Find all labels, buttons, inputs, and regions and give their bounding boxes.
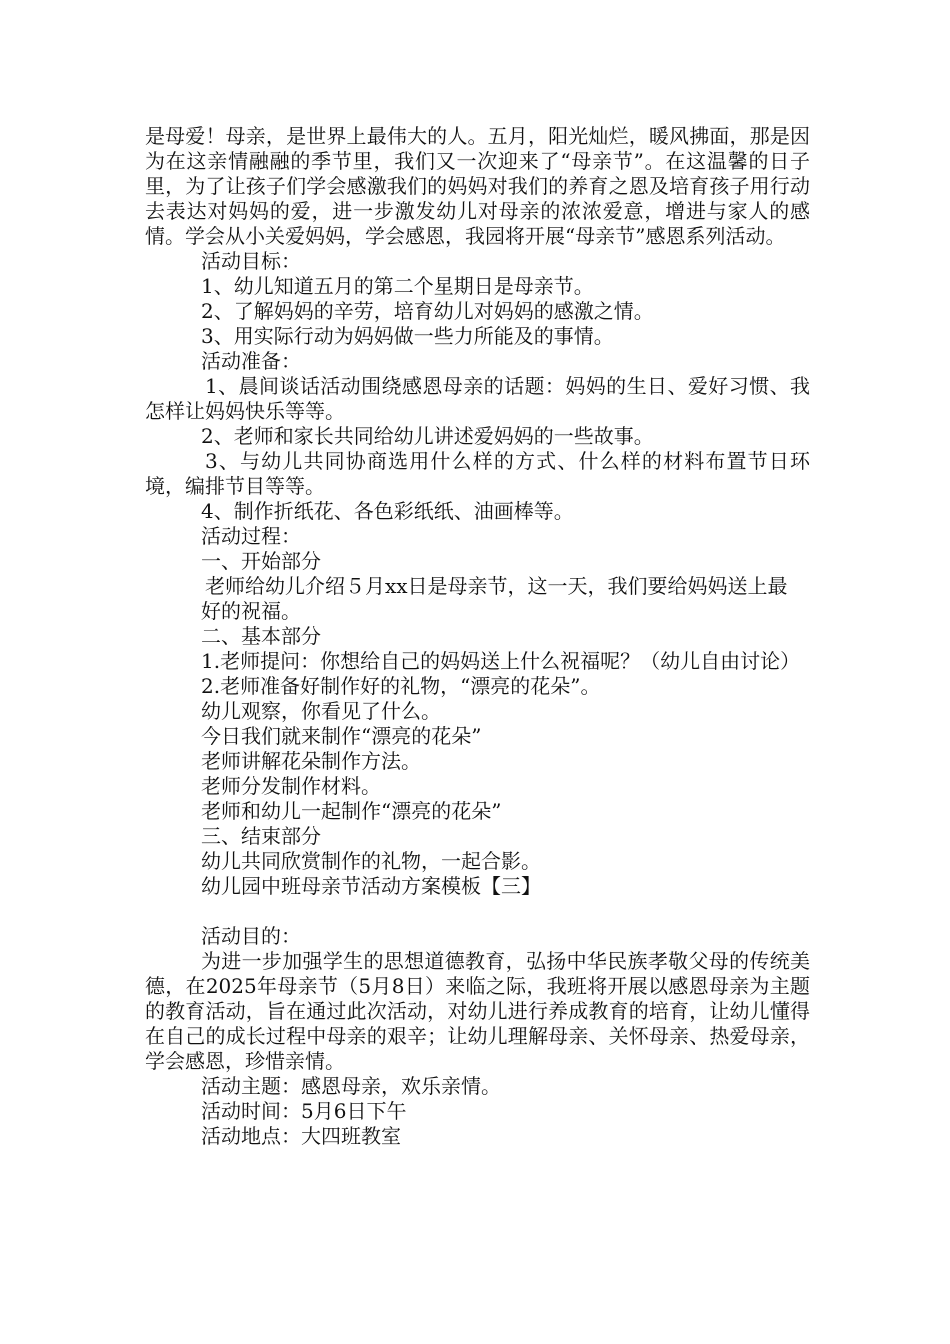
part-two-observe: 幼儿观察，你看见了什么。 — [201, 699, 441, 723]
prep-heading: 活动准备： — [201, 349, 301, 373]
part-two-distribute: 老师分发制作材料。 — [201, 774, 381, 798]
document-page — [145, 124, 810, 1149]
part-one-text-continued: 好的祝福。 — [201, 599, 301, 623]
purpose-heading: 活动目的： — [201, 924, 301, 948]
part-two-make-today: 今日我们就来制作“漂亮的花朵” — [201, 724, 482, 748]
blank-line — [145, 899, 810, 924]
process-heading: 活动过程： — [201, 524, 301, 548]
part-one-heading: 一、开始部分 — [201, 549, 321, 573]
goal-item-3: 3、用实际行动为妈妈做一些力所能及的事情。 — [201, 324, 614, 348]
part-two-item-1: 1.老师提问：你想给自己的妈妈送上什么祝福呢？（幼儿自由讨论） — [201, 649, 801, 673]
part-one-text: 老师给幼儿介绍５月xx日是母亲节，这一天，我们要给妈妈送上最 — [205, 574, 788, 598]
goal-item-2: 2、了解妈妈的辛劳，培育幼儿对妈妈的感激之情。 — [201, 299, 654, 323]
prep-item-2: 2、老师和家长共同给幼儿讲述爱妈妈的一些故事。 — [201, 424, 654, 448]
part-two-item-2: 2.老师准备好制作好的礼物，“漂亮的花朵”。 — [201, 674, 601, 698]
part-three-heading: 三、结束部分 — [201, 824, 321, 848]
part-two-explain: 老师讲解花朵制作方法。 — [201, 749, 421, 773]
intro-paragraph: 是母爱！母亲，是世界上最伟大的人。五月，阳光灿烂，暖风拂面，那是因为在这亲情融融的季节里，我们又一次迎来了“母亲节”。在这温馨的日子里，为了让孩子们学会感激我们的妈妈对我们的养育之恩及培育孩子用行动去表达对妈妈的爱，进一步激发幼儿对母亲的浓浓爱意，增进与家人的感情。学会从小关爱妈妈，学会感恩，我园将开展“母亲节”感恩系列活动。 — [145, 124, 810, 248]
prep-item-1: 1、晨间谈话活动围绕感恩母亲的话题：妈妈的生日、爱好习惯、我怎样让妈妈快乐等等。 — [145, 374, 810, 423]
theme-line: 活动主题：感恩母亲，欢乐亲情。 — [201, 1074, 501, 1098]
prep-item-4: 4、制作折纸花、各色彩纸纸、油画棒等。 — [201, 499, 574, 523]
part-three-text: 幼儿共同欣赏制作的礼物，一起合影。 — [201, 849, 541, 873]
purpose-paragraph: 为进一步加强学生的思想道德教育，弘扬中华民族孝敬父母的传统美德，在2025年母亲节（5月8日）来临之际，我班将开展以感恩母亲为主题的教育活动，旨在通过此次活动，对幼儿进行养成教育的培育，让幼儿懂得在自己的成长过程中母亲的艰辛；让幼儿理解母亲、关怀母亲、热爱母亲，学会感恩，珍惜亲情。 — [145, 949, 810, 1073]
part-two-make-together: 老师和幼儿一起制作“漂亮的花朵” — [201, 799, 502, 823]
time-line: 活动时间：5月6日下午 — [201, 1099, 407, 1123]
location-line: 活动地点：大四班教室 — [201, 1124, 401, 1148]
part-two-heading: 二、基本部分 — [201, 624, 321, 648]
section-three-title: 幼儿园中班母亲节活动方案模板【三】 — [201, 874, 541, 898]
prep-item-3: 3、与幼儿共同协商选用什么样的方式、什么样的材料布置节日环境，编排节目等等。 — [145, 449, 810, 498]
goal-heading: 活动目标： — [201, 249, 301, 273]
goal-item-1: 1、幼儿知道五月的第二个星期日是母亲节。 — [201, 274, 594, 298]
